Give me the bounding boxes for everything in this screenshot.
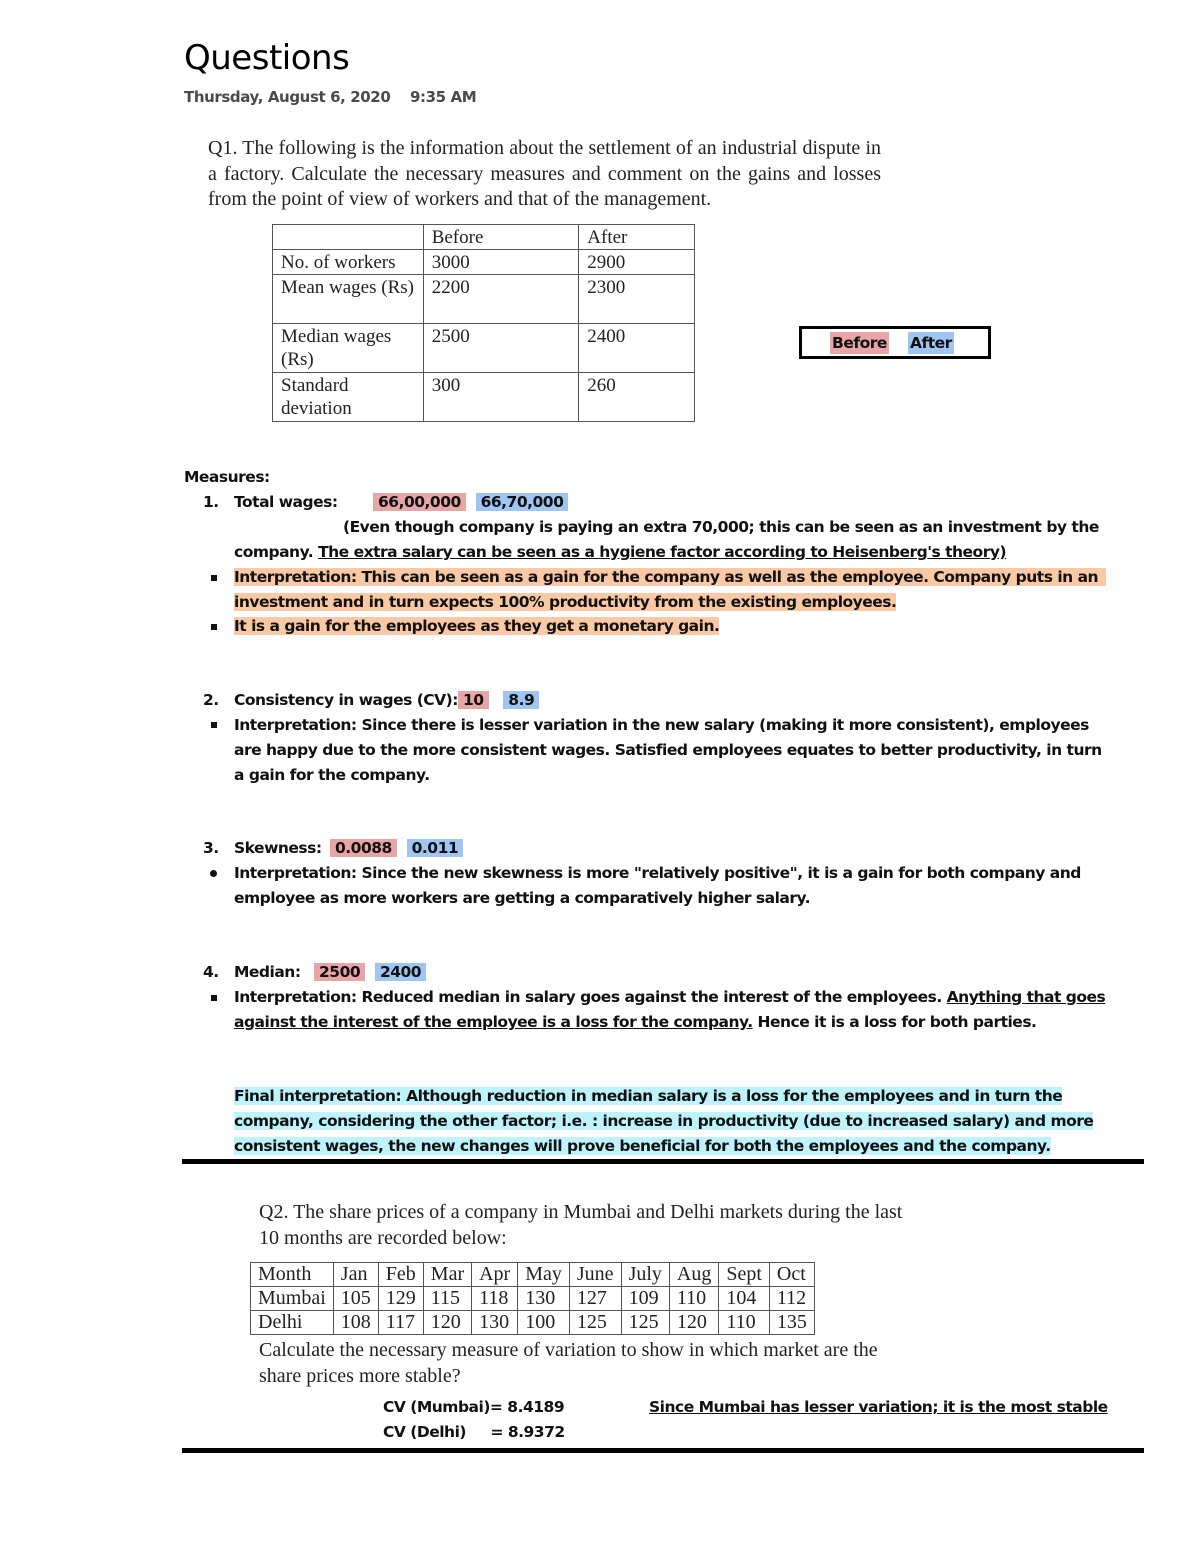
table-row bbox=[251, 1263, 815, 1287]
table-header: June bbox=[569, 1263, 621, 1287]
section-divider bbox=[182, 1448, 1144, 1453]
table-row bbox=[273, 275, 695, 324]
measure-2-interp-a: Interpretation: Since there is lesser variation in the new salary (making it more consistent), employees bbox=[234, 716, 1089, 734]
measure-1-interp-1b: investment and in turn expects 100% productivity from the existing employees. bbox=[234, 592, 897, 611]
bullet-icon bbox=[211, 624, 217, 630]
final-interp-c: consistent wages, the new changes will prove beneficial for both the employees and the company. bbox=[234, 1136, 1051, 1155]
measure-1-interp-1 bbox=[234, 565, 1106, 615]
table-cell: 129 bbox=[378, 1287, 423, 1311]
q1-question-text: Q1. The following is the information about the settlement of an industrial dispute in a factory. Calculate the necessary measures and comment on the gains and losses from the point of view of workers and that of the management. bbox=[208, 137, 881, 210]
table-cell: 135 bbox=[769, 1311, 814, 1335]
table-cell: 110 bbox=[669, 1287, 718, 1311]
table-cell: 2200 bbox=[423, 275, 579, 324]
table-header: May bbox=[518, 1263, 570, 1287]
measure-2-before: 10 bbox=[458, 691, 489, 709]
table-cell: Mumbai bbox=[251, 1287, 334, 1311]
measure-4-interp-b1: against the interest of the employee is a loss for the company. bbox=[234, 1012, 753, 1031]
q2-text-b: 10 months are recorded below: bbox=[259, 1227, 507, 1249]
table-header: July bbox=[621, 1263, 669, 1287]
table-cell: 300 bbox=[423, 373, 579, 422]
measure-3-label: Skewness: bbox=[234, 839, 322, 857]
final-interp-b: company, considering the other factor; i.e. : increase in productivity (due to increased salary) and more bbox=[234, 1111, 1094, 1130]
table-cell: 112 bbox=[769, 1287, 814, 1311]
measure-4-interp-a2: Anything that goes bbox=[946, 988, 1106, 1006]
measure-4-values bbox=[314, 960, 426, 985]
section-divider bbox=[182, 1159, 1144, 1164]
measure-1-values bbox=[373, 490, 568, 515]
measure-2-label: Consistency in wages (CV): bbox=[234, 691, 458, 709]
table-cell: 2900 bbox=[579, 250, 695, 275]
measure-2-interp bbox=[234, 713, 1102, 787]
table-cell bbox=[273, 225, 424, 250]
table-row bbox=[251, 1287, 815, 1311]
measure-2-after: 8.9 bbox=[503, 691, 539, 709]
table-header: Oct bbox=[769, 1263, 814, 1287]
measure-1-number: 1. bbox=[203, 493, 219, 511]
table-cell: 2300 bbox=[579, 275, 695, 324]
table-header: Aug bbox=[669, 1263, 718, 1287]
measure-1-after: 66,70,000 bbox=[476, 493, 569, 511]
bullet-icon bbox=[211, 995, 217, 1001]
measure-2-values bbox=[458, 688, 539, 713]
final-interp-a: Final interpretation: Although reduction in median salary is a loss for the employees and in turn the bbox=[234, 1087, 1063, 1105]
measure-4-label: Median: bbox=[234, 963, 301, 981]
table-cell: No. of workers bbox=[273, 250, 424, 275]
measure-1-label: Total wages: bbox=[234, 493, 338, 511]
measure-3-after: 0.011 bbox=[407, 839, 464, 857]
table-row bbox=[273, 225, 695, 250]
measure-4-before: 2500 bbox=[314, 963, 365, 981]
table-row bbox=[273, 373, 695, 422]
table-row bbox=[251, 1311, 815, 1335]
q2-conclusion: Since Mumbai has lesser variation; it is the most stable bbox=[649, 1398, 1108, 1416]
measure-1-note-b: company. bbox=[234, 543, 314, 561]
measure-1-note-a: (Even though company is paying an extra 70,000; this can be seen as an investment by the bbox=[343, 518, 1099, 536]
table-header: Month bbox=[251, 1263, 334, 1287]
q2-question-b: share prices more stable? bbox=[259, 1365, 461, 1387]
table-cell: Standard deviation bbox=[273, 373, 424, 422]
table-cell: 125 bbox=[569, 1311, 621, 1335]
cv-mumbai: CV (Mumbai)= 8.4189 bbox=[383, 1398, 565, 1416]
legend-after: After bbox=[910, 334, 952, 352]
cv-delhi: CV (Delhi) = 8.9372 bbox=[383, 1423, 565, 1441]
table-header: Mar bbox=[423, 1263, 471, 1287]
page-title: Questions bbox=[184, 38, 350, 78]
measure-3-before: 0.0088 bbox=[330, 839, 397, 857]
table-cell: 105 bbox=[333, 1287, 378, 1311]
table-row bbox=[273, 324, 695, 373]
measure-1-note-line2 bbox=[234, 540, 1006, 565]
table-cell: Mean wages (Rs) bbox=[273, 275, 424, 324]
q2-share-price-table bbox=[250, 1262, 815, 1335]
q2-instruction bbox=[259, 1337, 878, 1389]
bullet-icon bbox=[210, 870, 217, 877]
table-cell: 117 bbox=[378, 1311, 423, 1335]
measure-3-interp-a: Interpretation: Since the new skewness is more "relatively positive", it is a gain for both company and bbox=[234, 864, 1081, 882]
measure-4-number: 4. bbox=[203, 963, 219, 981]
table-row bbox=[273, 250, 695, 275]
bullet-icon bbox=[211, 575, 217, 581]
table-header-before: Before bbox=[423, 225, 579, 250]
table-cell: 120 bbox=[423, 1311, 471, 1335]
table-cell: 100 bbox=[518, 1311, 570, 1335]
q2-text-a: Q2. The share prices of a company in Mumbai and Delhi markets during the last bbox=[259, 1201, 903, 1223]
table-cell: 2400 bbox=[579, 324, 695, 373]
measure-3-interp bbox=[234, 861, 1081, 911]
page-date: Thursday, August 6, 2020 bbox=[184, 88, 391, 106]
table-cell: 3000 bbox=[423, 250, 579, 275]
measure-4-after: 2400 bbox=[375, 963, 426, 981]
q1-table bbox=[272, 224, 695, 422]
table-cell: 115 bbox=[423, 1287, 471, 1311]
table-cell: 125 bbox=[621, 1311, 669, 1335]
table-cell: Delhi bbox=[251, 1311, 334, 1335]
table-cell: 109 bbox=[621, 1287, 669, 1311]
table-header: Sept bbox=[719, 1263, 770, 1287]
measure-3-number: 3. bbox=[203, 839, 219, 857]
measure-4-interp-b2: Hence it is a loss for both parties. bbox=[757, 1012, 1037, 1031]
table-cell: 120 bbox=[669, 1311, 718, 1335]
table-header-after: After bbox=[579, 225, 695, 250]
table-cell: 130 bbox=[472, 1311, 518, 1335]
measure-4-interp bbox=[234, 985, 1105, 1035]
measure-1-interp-2 bbox=[234, 614, 719, 639]
measure-3-interp-b: employee as more workers are getting a comparatively higher salary. bbox=[234, 888, 811, 907]
measure-2-interp-b: are happy due to the more consistent wages. Satisfied employees equates to better productivity, in turn bbox=[234, 740, 1102, 759]
q2-question-a: Calculate the necessary measure of variation to show in which market are the bbox=[259, 1339, 878, 1361]
measure-4-interp-a1: Interpretation: Reduced median in salary goes against the interest of the employees. bbox=[234, 988, 942, 1006]
measure-1-note-c: The extra salary can be seen as a hygiene factor according to Heisenberg's theory) bbox=[318, 543, 1007, 561]
final-interpretation bbox=[234, 1084, 1093, 1158]
page-time: 9:35 AM bbox=[410, 88, 477, 106]
measure-1-interp-1a: Interpretation: This can be seen as a gain for the company as well as the employee. Company puts in an bbox=[234, 568, 1106, 586]
bullet-icon bbox=[211, 722, 217, 728]
table-header: Feb bbox=[378, 1263, 423, 1287]
color-legend bbox=[799, 326, 991, 359]
measure-1-before: 66,00,000 bbox=[373, 493, 466, 511]
table-cell: 130 bbox=[518, 1287, 570, 1311]
legend-before: Before bbox=[832, 334, 887, 352]
table-cell: 127 bbox=[569, 1287, 621, 1311]
measure-1-interp-2-text: It is a gain for the employees as they get a monetary gain. bbox=[234, 617, 720, 635]
table-cell: Median wages (Rs) bbox=[273, 324, 424, 373]
measure-2-number: 2. bbox=[203, 691, 219, 709]
table-header: Jan bbox=[333, 1263, 378, 1287]
table-header: Apr bbox=[472, 1263, 518, 1287]
measure-3-values bbox=[330, 836, 463, 861]
measure-2-interp-c: a gain for the company. bbox=[234, 765, 430, 784]
table-cell: 118 bbox=[472, 1287, 518, 1311]
table-cell: 110 bbox=[719, 1311, 770, 1335]
table-cell: 104 bbox=[719, 1287, 770, 1311]
table-cell: 2500 bbox=[423, 324, 579, 373]
q2-question-text bbox=[259, 1199, 902, 1251]
measures-heading: Measures: bbox=[184, 468, 270, 486]
table-cell: 108 bbox=[333, 1311, 378, 1335]
table-cell: 260 bbox=[579, 373, 695, 422]
